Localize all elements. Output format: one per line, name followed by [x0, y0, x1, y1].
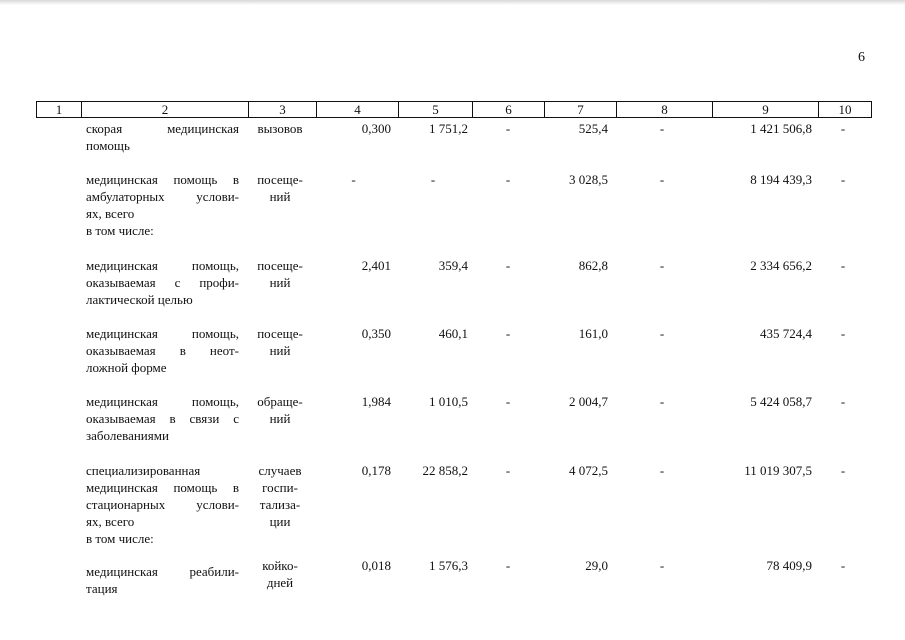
row-unit: [253, 325, 307, 359]
row-unit-line: обраще-: [257, 394, 303, 409]
row-name-line: оказываемая с профи-: [86, 275, 239, 290]
row-col-5: 1 010,5: [429, 394, 468, 409]
row-name: [86, 325, 239, 376]
row-col-7: 4 072,5: [569, 463, 608, 478]
row-unit-line: вызовов: [257, 121, 303, 136]
row-name-line: медицинская помощь в: [86, 480, 239, 495]
row-col-4: 1,984: [361, 394, 391, 409]
row-name-line: скорая медицинская: [86, 121, 239, 136]
row-unit-line: случаев: [258, 463, 302, 478]
row-name-line: в том числе:: [86, 223, 154, 238]
row-col-5: 359,4: [438, 258, 468, 273]
row-col-5: 460,1: [438, 326, 468, 341]
row-name: [86, 171, 239, 239]
header-col-5: 5: [399, 102, 473, 117]
row-col-7: 161,0: [578, 326, 608, 341]
header-col-1: 1: [37, 102, 82, 117]
row-name: [86, 120, 239, 154]
row-col-8: -: [659, 121, 665, 136]
row-col-6: -: [505, 394, 511, 409]
row-col-6: -: [505, 121, 511, 136]
row-unit-line: дней: [266, 575, 294, 590]
header-col-7: 7: [545, 102, 617, 117]
row-unit-line: ции: [269, 514, 291, 529]
row-unit-line: ний: [269, 189, 291, 204]
row-name-line: медицинская помощь в: [86, 172, 239, 187]
row-col-4: -: [351, 172, 356, 187]
row-unit-line: ний: [269, 275, 291, 290]
row-unit-line: посеще-: [257, 258, 303, 273]
row-name-line: медицинская помощь,: [86, 326, 239, 341]
row-name-line: тация: [86, 581, 118, 596]
row-name-line: оказываемая в неот-: [86, 343, 239, 358]
row-unit-line: койко-: [262, 558, 298, 573]
row-col-7: 3 028,5: [569, 172, 608, 187]
header-col-3: 3: [249, 102, 317, 117]
row-name: [86, 462, 239, 547]
row-col-6: -: [505, 326, 511, 341]
row-col-8: -: [659, 258, 665, 273]
row-col-6: -: [505, 258, 511, 273]
scan-edge: [0, 0, 905, 5]
row-col-4: 0,350: [361, 326, 391, 341]
row-unit: [253, 120, 307, 137]
row-col-10: -: [840, 558, 846, 573]
row-unit: [253, 462, 307, 530]
row-name-line: ложной форме: [86, 360, 167, 375]
row-col-9: 2 334 656,2: [750, 258, 812, 273]
row-name-line: оказываемая в связи с: [86, 411, 239, 426]
row-col-5: -: [430, 172, 436, 187]
page-number: 6: [858, 50, 865, 65]
row-col-9: 5 424 058,7: [750, 394, 812, 409]
header-col-9: 9: [713, 102, 819, 117]
row-col-6: -: [505, 463, 511, 478]
row-col-10: -: [840, 121, 846, 136]
row-unit: [253, 257, 307, 291]
row-name-line: медицинская помощь,: [86, 394, 239, 409]
row-col-10: -: [840, 258, 846, 273]
row-unit: [253, 171, 307, 205]
row-unit-line: ний: [269, 343, 291, 358]
row-name-line: в том числе:: [86, 531, 154, 546]
row-unit: [253, 393, 307, 427]
row-col-10: -: [840, 326, 846, 341]
row-col-9: 11 019 307,5: [744, 463, 812, 478]
row-col-8: -: [659, 558, 665, 573]
row-col-10: -: [840, 463, 846, 478]
row-name-line: ях, всего: [86, 206, 135, 221]
row-col-10: -: [840, 394, 846, 409]
row-unit-line: госпи-: [262, 480, 298, 495]
header-col-4: 4: [317, 102, 399, 117]
row-col-6: -: [505, 558, 511, 573]
row-col-9: 78 409,9: [766, 558, 812, 573]
row-col-8: -: [659, 463, 665, 478]
row-col-4: 0,300: [361, 121, 391, 136]
row-name-line: стационарных услови-: [86, 497, 239, 512]
row-col-8: -: [659, 394, 665, 409]
row-name: [86, 563, 239, 597]
row-col-4: 0,178: [361, 463, 391, 478]
row-col-4: 0,018: [361, 558, 391, 573]
row-unit-line: посеще-: [257, 326, 303, 341]
row-col-9: 435 724,4: [760, 326, 812, 341]
row-unit-line: тализа-: [259, 497, 301, 512]
row-col-6: -: [505, 172, 511, 187]
row-col-5: 1 751,2: [429, 121, 468, 136]
header-col-2: 2: [82, 102, 249, 117]
header-col-8: 8: [617, 102, 713, 117]
row-unit-line: посеще-: [257, 172, 303, 187]
row-name-line: медицинская реабили-: [86, 564, 239, 579]
row-name-line: ях, всего: [86, 514, 135, 529]
row-col-5: 22 858,2: [422, 463, 468, 478]
row-col-7: 29,0: [585, 558, 608, 573]
row-col-9: 1 421 506,8: [750, 121, 812, 136]
row-col-4: 2,401: [361, 258, 391, 273]
header-col-10: 10: [838, 102, 852, 117]
row-unit: [253, 557, 307, 591]
row-col-8: -: [659, 326, 665, 341]
row-col-7: 525,4: [578, 121, 608, 136]
row-unit-line: ний: [269, 411, 291, 426]
row-col-10: -: [840, 172, 846, 187]
row-name-line: помощь: [86, 138, 130, 153]
row-name-line: заболеваниями: [86, 428, 169, 443]
row-name-line: специализированная: [86, 463, 201, 478]
row-col-7: 2 004,7: [569, 394, 608, 409]
row-name-line: медицинская помощь,: [86, 258, 239, 273]
row-name: [86, 393, 239, 444]
row-col-8: -: [659, 172, 665, 187]
row-col-7: 862,8: [578, 258, 608, 273]
row-name-line: амбулаторных услови-: [86, 189, 239, 204]
row-col-5: 1 576,3: [429, 558, 468, 573]
row-col-9: 8 194 439,3: [750, 172, 812, 187]
table-header-row: [36, 101, 872, 118]
header-col-6: 6: [473, 102, 545, 117]
row-name: [86, 257, 239, 308]
row-name-line: лактической целью: [86, 292, 193, 307]
